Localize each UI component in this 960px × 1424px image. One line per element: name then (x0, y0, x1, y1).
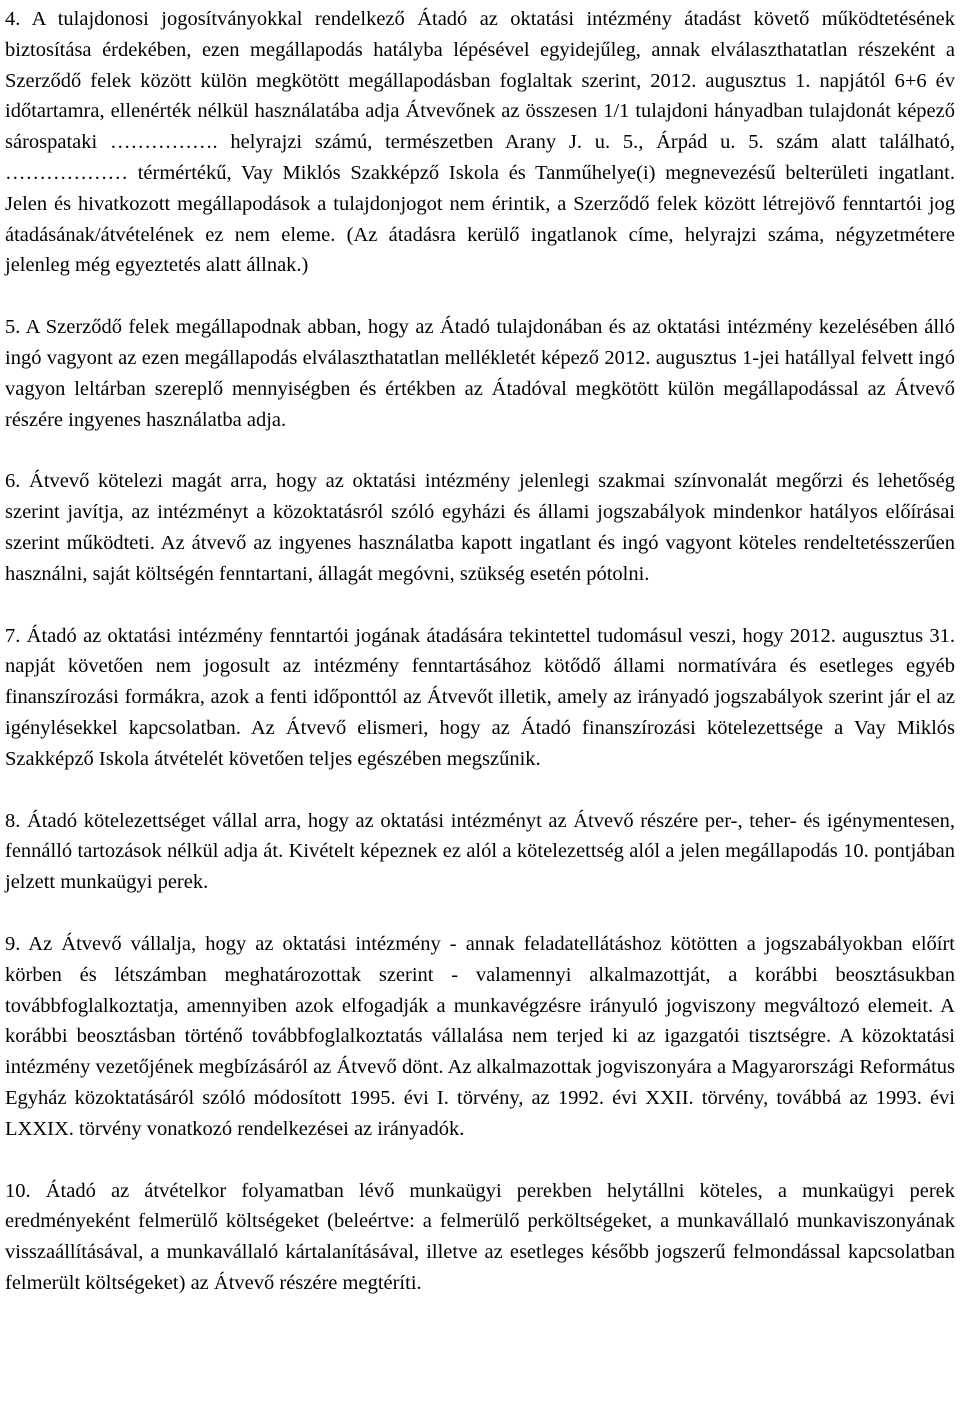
paragraph-10: 10. Átadó az átvételkor folyamatban lévő munkaügyi perekben helytállni köteles, a munkaügyi perek eredményeként felmerülő költségeket (beleértve: a felmerülő perköltségeket, a munkavállaló munkaviszonyának visszaállításával, a munkavállaló kártalanításával, illetve az esetleges később jogszerű felmondással kapcsolatban felmerült költségeket) az Átvevő részére megtéríti. (5, 1179, 955, 1294)
paragraph-4: 4. A tulajdonosi jogosítványokkal rendelkező Átadó az oktatási intézmény átadást követő működtetésének biztosítása érdekében, ezen megállapodás hatályba lépésével egyidejűleg, annak elválaszthatatlan részeként a Szerződő felek között külön megkötött megállapodásban foglaltak szerint, 2012. augusztus 1. napjától 6+6 év időtartamra, ellenérték nélkül használatába adja Átvevőnek az összesen 1/1 tulajdoni hányadban tulajdonát képező sárospataki ……………. helyrajzi számú, természetben Arany J. u. 5., Árpád u. 5. szám alatt található, ……………… térmértékű, Vay Miklós Szakképző Iskola és Tanműhelye(i) megnevezésű belterületi ingatlant. Jelen és hivatkozott megállapodások a tulajdonjogot nem érintik, a Szerződő felek között létrejövő fenntartói jog átadásának/átvételének ez nem eleme. (Az átadásra kerülő ingatlanok címe, helyrajzi száma, négyzetmétere jelenleg még egyeztetés alatt állnak.) (5, 8, 955, 277)
paragraph-gap (5, 590, 955, 621)
paragraph-gap (5, 775, 955, 806)
paragraph-6: 6. Átvevő kötelezi magát arra, hogy az oktatási intézmény jelenlegi szakmai színvonalát megőrzi és lehetőség szerint javítja, az intézményt a közoktatásról szóló egyházi és állami jogszabályok mindenkor hatályos előírásai szerint működteti. Az átvevő az ingyenes használatba kapott ingatlant és ingó vagyont köteles rendeltetésszerűen használni, saját költségén fenntartani, állagát megóvni, szükség esetén pótolni. (5, 470, 955, 585)
paragraph-gap (5, 435, 955, 466)
paragraph-9: 9. Az Átvevő vállalja, hogy az oktatási intézmény - annak feladatellátáshoz kötötten a jogszabályokban előírt körben és létszámban meghatározottak szerint - valamennyi alkalmazottját, a korábbi beosztásukban továbbfoglalkoztatja, amennyiben azok elfogadják a munkavégzésre irányuló jogviszony megváltozó elemeit. A korábbi beosztásban történő továbbfoglalkoztatás vállalása nem terjed ki az igazgatói tisztségre. A közoktatási intézmény vezetőjének megbízásáról az Átvevő dönt. Az alkalmazottak jogviszonyára a Magyarországi Református Egyház közoktatásáról szóló módosított 1995. évi I. törvény, az 1992. évi XXII. törvény, továbbá az 1993. évi LXXIX. törvény vonatkozó rendelkezései az irányadók. (5, 932, 955, 1140)
paragraph-7: 7. Átadó az oktatási intézmény fenntartói jogának átadására tekintettel tudomásul veszi, hogy 2012. augusztus 31. napját követően nem jogosult az intézmény fenntartásához kötődő állami normatívára és esetleges egyéb finanszírozási formákra, azok a fenti időponttól az Átvevőt illetik, amely az irányadó jogszabályok szerint jár el az igénylésekkel kapcsolatban. Az Átvevő elismeri, hogy az Átadó finanszírozási kötelezettsége a Vay Miklós Szakképző Iskola átvételét követően teljes egészében megszűnik. (5, 624, 955, 770)
paragraph-5: 5. A Szerződő felek megállapodnak abban, hogy az Átadó tulajdonában és az oktatási intézmény kezelésében álló ingó vagyont az ezen megállapodás elválaszthatatlan mellékletét képező 2012. augusztus 1-jei hatállyal felvett ingó vagyon leltárban szereplő mennyiségben és értékben az Átadóval megkötött külön megállapodással az Átvevő részére ingyenes használatba adja. (5, 316, 955, 431)
paragraph-gap (5, 1145, 955, 1176)
paragraph-gap (5, 898, 955, 929)
document-page (5, 4, 955, 1299)
paragraph-8: 8. Átadó kötelezettséget vállal arra, hogy az oktatási intézményt az Átvevő részére per-, teher- és igénymentesen, fennálló tartozások nélkül adja át. Kivételt képeznek ez alól a kötelezettség alól a jelen megállapodás 10. pontjában jelzett munkaügyi perek. (5, 809, 955, 894)
paragraph-gap (5, 281, 955, 312)
